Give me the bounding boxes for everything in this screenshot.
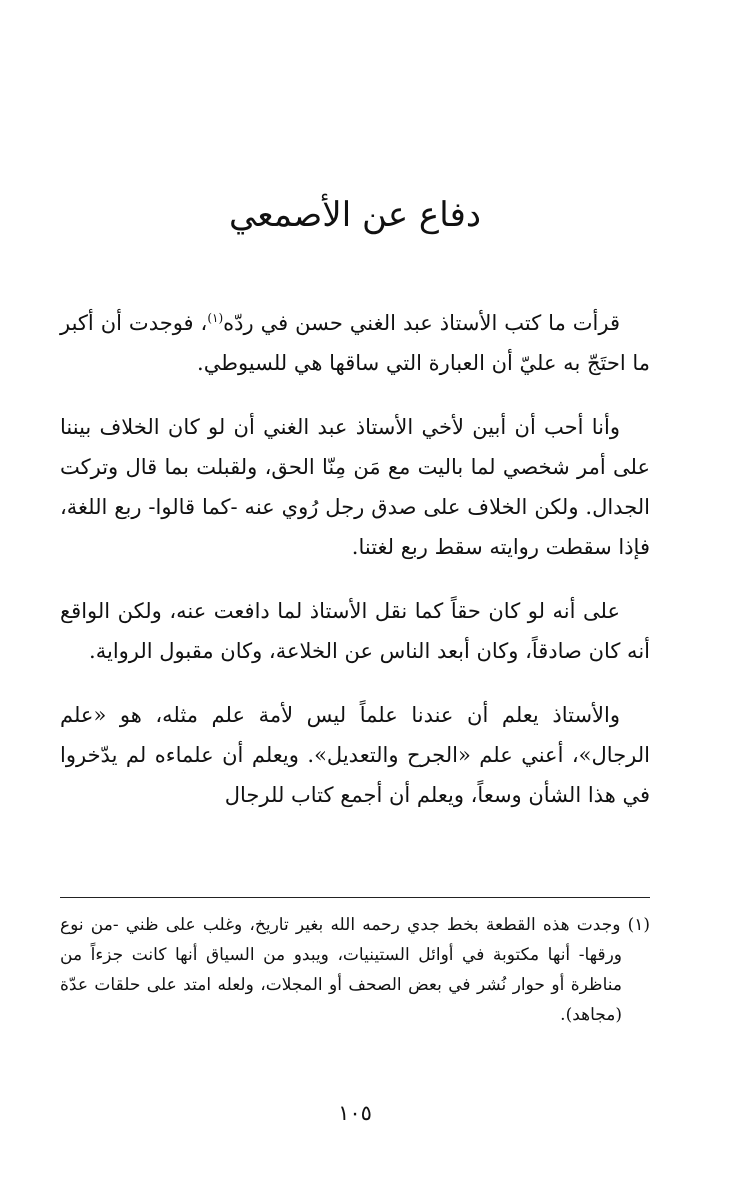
footnote-marker[interactable]: (١)	[207, 311, 224, 325]
paragraph-2: وأنا أحب أن أبين لأخي الأستاذ عبد الغني أن لو كان الخلاف بيننا على أمر شخصي لما باليت مع مَن مِنّا الحق، ولقبلت بما قال وتركت الجدال. ولكن الخلاف على صدق رجل رُوي عنه -كما قالوا- ربع اللغة، فإذا سقطت روايته سقط ربع لغتنا.	[60, 415, 650, 559]
paragraph-3: على أنه لو كان حقاً كما نقل الأستاذ لما دافعت عنه، ولكن الواقع أنه كان صادقاً، وكان أبعد الناس عن الخلاعة، وكان مقبول الرواية.	[60, 599, 650, 663]
paragraph-1-start: قرأت ما كتب الأستاذ عبد الغني حسن في ردّه	[223, 311, 621, 335]
footnote-divider	[60, 897, 650, 898]
paragraph-1	[60, 303, 650, 383]
chapter-title: دفاع عن الأصمعي	[229, 195, 481, 235]
paragraph-1-end: ، فوجدت أن أكبر ما احتَجّ به عليّ أن العبارة التي ساقها هي للسيوطي.	[60, 311, 650, 375]
paragraph-4: والأستاذ يعلم أن عندنا علماً ليس لأمة علم مثله، هو «علم الرجال»، أعني علم «الجرح والتعديل». ويعلم أن علماءه لم يدّخروا في هذا الشأن وسعاً، ويعلم أن أجمع كتاب للرجال	[60, 703, 650, 807]
footnote: (١) وجدت هذه القطعة بخط جدي رحمه الله بغير تاريخ، وغلب على ظني -من نوع ورقها- أنها مكتوبة في أوائل الستينيات، ويبدو من السياق أنها كانت جزءاً من مناظرة أو حوار نُشر في بعض الصحف أو المجلات، ولعله امتد على حلقات عدّة (مجاهد).	[60, 915, 650, 1025]
page-number: ١٠٥	[338, 1101, 372, 1125]
body-text	[60, 303, 650, 815]
book-page	[60, 0, 650, 1193]
